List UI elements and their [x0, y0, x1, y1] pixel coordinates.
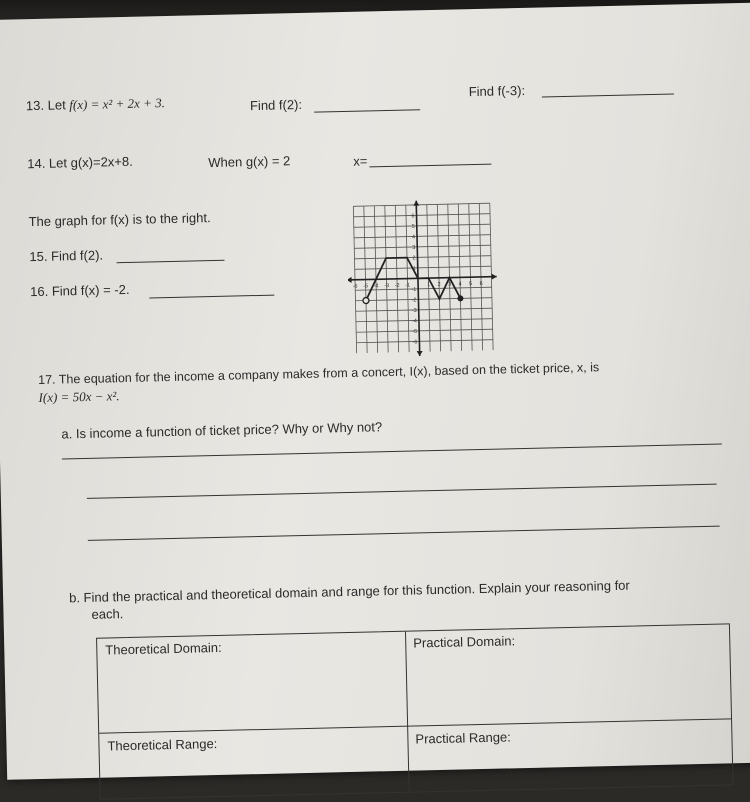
table-vertical-divider: [405, 632, 410, 792]
x-tick-label: 4: [458, 281, 462, 288]
theoretical-domain-label: Theoretical Domain:: [105, 639, 222, 658]
x-tick-label: -1: [405, 282, 411, 289]
grid-line-horizontal: [356, 329, 492, 332]
grid-line-horizontal: [355, 297, 491, 304]
y-axis-arrow-up: [413, 201, 419, 206]
y-axis-arrow-down: [417, 351, 423, 356]
x-axis-arrow-left: [347, 277, 352, 283]
grid-line-horizontal: [356, 308, 492, 311]
grid-line-horizontal: [353, 203, 489, 206]
q13-find-b: Find f(-3):: [468, 82, 526, 100]
x-tick-label: -6: [352, 283, 358, 290]
y-tick-label: 1: [412, 265, 416, 272]
q13-find-a: Find f(2):: [249, 96, 303, 114]
x-tick-label: 5: [469, 281, 473, 288]
q17b-text: b. Find the practical and theoretical domain and range for this function. Explain your reasoning for: [68, 577, 630, 606]
grid-line-horizontal: [355, 255, 491, 262]
open-endpoint: [363, 297, 369, 303]
y-tick-label: 4: [411, 234, 416, 241]
q17a-text: a. Is income a function of ticket price? Why or Why not?: [61, 419, 383, 442]
q15-answer-line[interactable]: [117, 260, 225, 263]
q13-label: [26, 95, 165, 114]
x-tick-label: -4: [373, 283, 379, 290]
y-tick-label: 3: [412, 244, 416, 251]
x-tick-label: -2: [394, 282, 400, 289]
y-tick-label: -4: [411, 318, 418, 325]
grid-line-horizontal: [355, 266, 491, 269]
graph-intro: The graph for f(x) is to the right.: [28, 210, 211, 230]
q17-text: 17. The equation for the income a company makes from a concert, I(x), based on the ticket price, x, is: [38, 360, 600, 387]
function-graph: [346, 195, 500, 358]
grid-line-horizontal: [354, 245, 490, 248]
q14-answer-line[interactable]: [369, 164, 491, 168]
x-tick-label: 1: [427, 282, 431, 289]
grid-line-horizontal: [356, 339, 492, 346]
q14-label: 14. Let g(x)=2x+8.: [27, 153, 133, 172]
grid-line-horizontal: [354, 213, 490, 220]
q14-answer-label: x=: [353, 153, 368, 169]
grid-line-horizontal: [354, 224, 490, 227]
practical-domain-label: Practical Domain:: [413, 633, 516, 651]
theoretical-range-label: Theoretical Range:: [107, 736, 218, 754]
grid-line-horizontal: [354, 234, 490, 241]
q17b-text-2: each.: [91, 606, 124, 622]
domain-range-table: [96, 623, 734, 799]
q17a-answer-line-1[interactable]: [62, 444, 722, 460]
q13-number: 13. Let: [25, 97, 66, 114]
x-tick-label: 3: [448, 281, 452, 288]
q13-answer-b-line[interactable]: [542, 94, 674, 98]
grid-line-horizontal: [356, 318, 492, 325]
y-tick-label: 5: [411, 223, 415, 230]
practical-range-label: Practical Range:: [415, 729, 511, 747]
q17-equation: I(x) = 50x − x².: [38, 388, 120, 405]
q13-answer-a-line[interactable]: [314, 109, 420, 112]
x-tick-label: 6: [479, 280, 483, 287]
worksheet-page: [0, 2, 750, 780]
y-tick-label: -5: [412, 328, 418, 335]
x-tick-label: -5: [363, 283, 369, 290]
x-tick-label: -3: [384, 283, 390, 290]
q16-answer-line[interactable]: [149, 295, 274, 299]
y-tick-label: 2: [412, 255, 416, 262]
x-tick-label: 2: [437, 281, 441, 288]
y-tick-label: -6: [412, 339, 418, 346]
q15-label: 15. Find f(2).: [29, 247, 104, 265]
q16-label: 16. Find f(x) = -2.: [30, 281, 130, 300]
q13-function: f(x) = x² + 2x + 3.: [69, 95, 166, 113]
y-tick-label: -2: [411, 297, 417, 304]
x-axis-arrow-right: [492, 274, 497, 280]
q17a-answer-line-3[interactable]: [88, 526, 720, 541]
q17a-answer-line-2[interactable]: [87, 484, 717, 499]
q14-condition: When g(x) = 2: [208, 153, 291, 171]
y-tick-label: -3: [411, 307, 417, 315]
y-tick-label: -1: [411, 286, 417, 294]
y-tick-label: 6: [411, 213, 415, 220]
